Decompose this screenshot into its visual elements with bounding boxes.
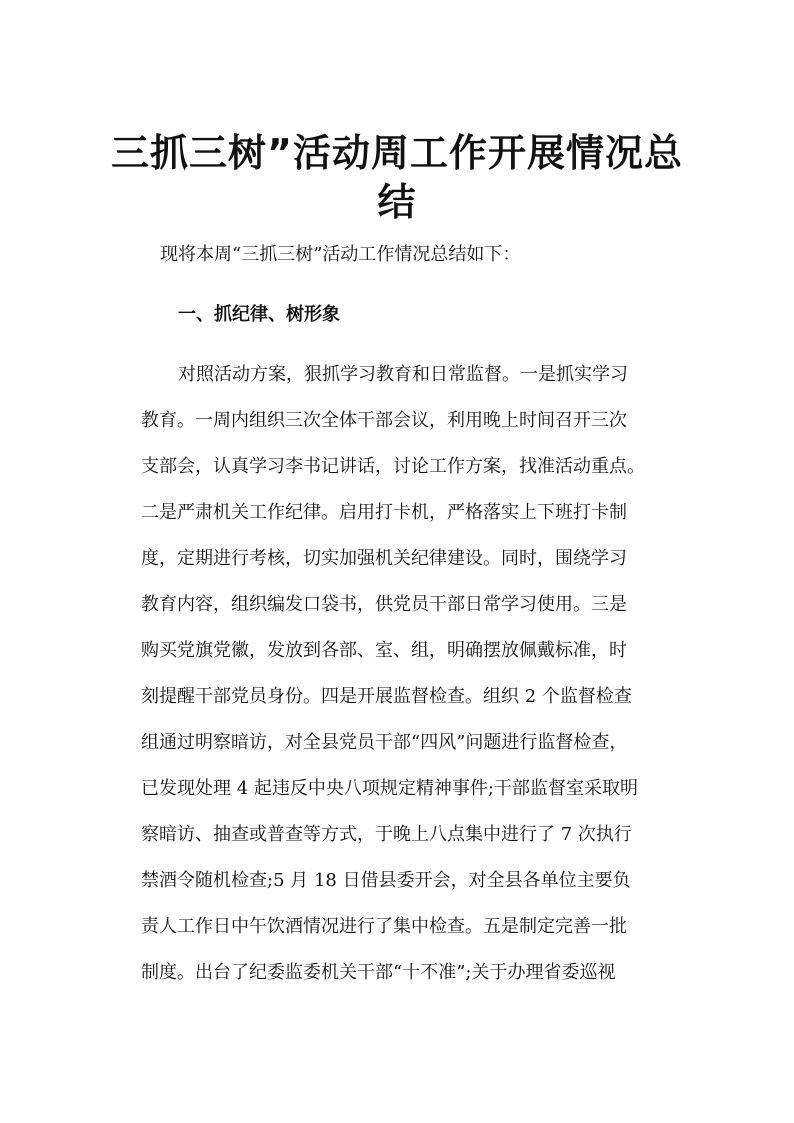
body-line: 支部会，认真学习李书记讲话，讨论工作方案，找准活动重点。 xyxy=(141,456,645,477)
body-line: 已发现处理 4 起违反中央八项规定精神事件;干部监督室采取明 xyxy=(141,778,638,799)
body-line: 购买党旗党徽，发放到各部、室、组，明确摆放佩戴标准，时 xyxy=(141,640,627,661)
body-line: 刻提醒干部党员身份。四是开展监督检查。组织 2 个监督检查 xyxy=(141,686,632,707)
body-line: 察暗访、抽查或普查等方式，于晚上八点集中进行了 7 次执行 xyxy=(141,824,632,845)
document-title-line-1: 三抓三树”活动周工作开展情况总 xyxy=(111,131,683,175)
body-line: 度，定期进行考核，切实加强机关纪律建设。同时，围绕学习 xyxy=(141,548,627,569)
body-line: 教育。一周内组织三次全体干部会议，利用晚上时间召开三次 xyxy=(141,410,627,431)
intro-paragraph: 现将本周“三抓三树”活动工作情况总结如下： xyxy=(160,244,521,265)
body-line: 责人工作日中午饮酒情况进行了集中检查。五是制定完善一批 xyxy=(141,916,627,937)
body-line: 制度。出台了纪委监委机关干部“十不准”;关于办理省委巡视 xyxy=(141,962,616,983)
body-line: 二是严肃机关工作纪律。启用打卡机，严格落实上下班打卡制 xyxy=(141,502,627,523)
body-line: 组通过明察暗访，对全县党员干部“四风”问题进行监督检查， xyxy=(141,732,628,753)
document-title-line-2: 结 xyxy=(377,180,417,224)
section-heading: 一、抓纪律、树形象 xyxy=(178,304,340,325)
body-line: 对照活动方案，狠抓学习教育和日常监督。一是抓实学习 xyxy=(178,364,628,385)
body-line: 教育内容，组织编发口袋书，供党员干部日常学习使用。三是 xyxy=(141,594,627,615)
body-line: 禁酒令随机检查;5 月 18 日借县委开会，对全县各单位主要负 xyxy=(141,870,631,891)
